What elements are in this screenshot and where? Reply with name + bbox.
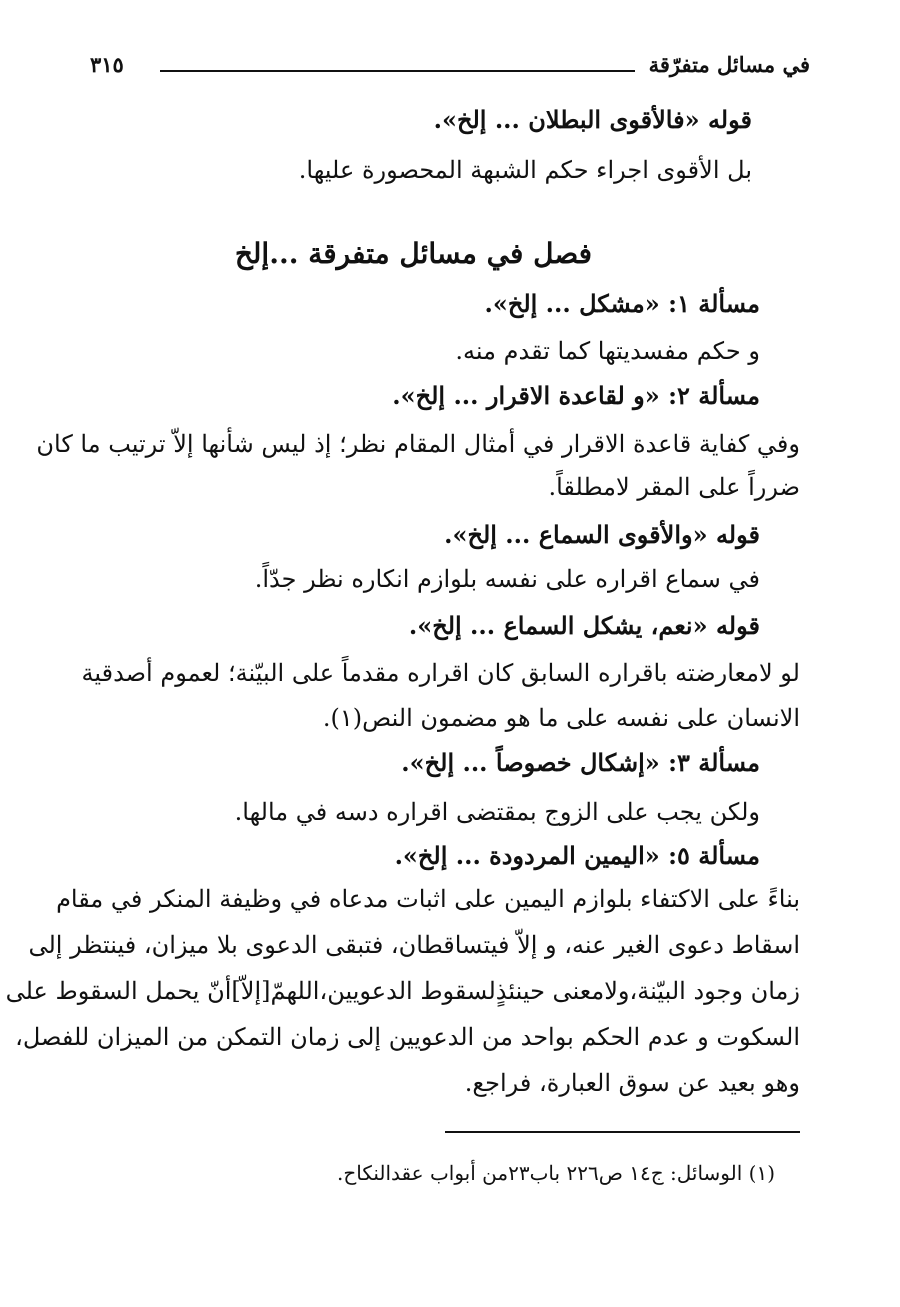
commentary-line: ولكن يجب على الزوج بمقتضى اقراره دسه في مالها. <box>234 798 760 826</box>
issue-heading: مسألة ٥: «اليمين المردودة ... إلخ». <box>394 841 760 870</box>
commentary-line: اسقاط دعوى الغير عنه، و إلاّ فيتساقطان، فتبقى الدعوى بلا ميزان، فينتظر إلى <box>28 931 800 959</box>
commentary-line: في سماع اقراره على نفسه بلوازم انكاره نظر جدّاً. <box>254 565 760 593</box>
running-header <box>90 52 810 88</box>
quote-heading: قوله «والأقوى السماع ... إلخ». <box>444 520 760 549</box>
issue-heading: مسألة ١: «مشكل ... إلخ». <box>484 289 760 318</box>
commentary-line: و حكم مفسديتها كما تقدم منه. <box>455 337 760 365</box>
quote-heading: قوله «نعم، يشكل السماع ... إلخ». <box>408 611 760 640</box>
quote-heading: قوله «فالأقوى البطلان ... إلخ». <box>433 105 752 134</box>
footnote-rule <box>445 1131 800 1133</box>
section-heading: فصل في مسائل متفرقة ...إلخ <box>234 237 592 270</box>
commentary-line: الانسان على نفسه على ما هو مضمون النص(١). <box>322 704 800 732</box>
commentary-line: بناءً على الاكتفاء بلوازم اليمين على اثبات مدعاه في وظيفة المنكر في مقام <box>56 885 800 913</box>
footnote: (١) الوسائل: ج١٤ ص٢٢٦ باب٢٣من أبواب عقدالنكاح. <box>336 1161 775 1185</box>
commentary-line: بل الأقوى اجراء حكم الشبهة المحصورة عليها. <box>298 156 752 184</box>
commentary-line: وفي كفاية قاعدة الاقرار في أمثال المقام نظر؛ إذ ليس شأنها إلاّ ترتيب ما كان <box>36 430 800 458</box>
commentary-line: زمان وجود البيّنة،ولامعنى حينئذٍلسقوط الدعويين،اللهمّ[إلاّ]أنّ يحمل السقوط على <box>5 977 800 1005</box>
header-rule <box>160 70 635 72</box>
commentary-line: ضرراً على المقر لامطلقاً. <box>548 473 800 501</box>
commentary-line: السكوت و عدم الحكم بواحد من الدعويين إلى زمان التمكن من الميزان للفصل، <box>15 1023 800 1051</box>
commentary-line: وهو بعيد عن سوق العبارة، فراجع. <box>464 1069 800 1097</box>
page-number: ٣١٥ <box>90 52 124 77</box>
issue-heading: مسألة ٢: «و لقاعدة الاقرار ... إلخ». <box>392 381 760 410</box>
commentary-line: لو لامعارضته باقراره السابق كان اقراره مقدماً على البيّنة؛ لعموم أصدقية <box>81 659 800 687</box>
issue-heading: مسألة ٣: «إشكال خصوصاً ... إلخ». <box>401 748 760 777</box>
running-header-title: في مسائل متفرّقة <box>648 52 810 77</box>
